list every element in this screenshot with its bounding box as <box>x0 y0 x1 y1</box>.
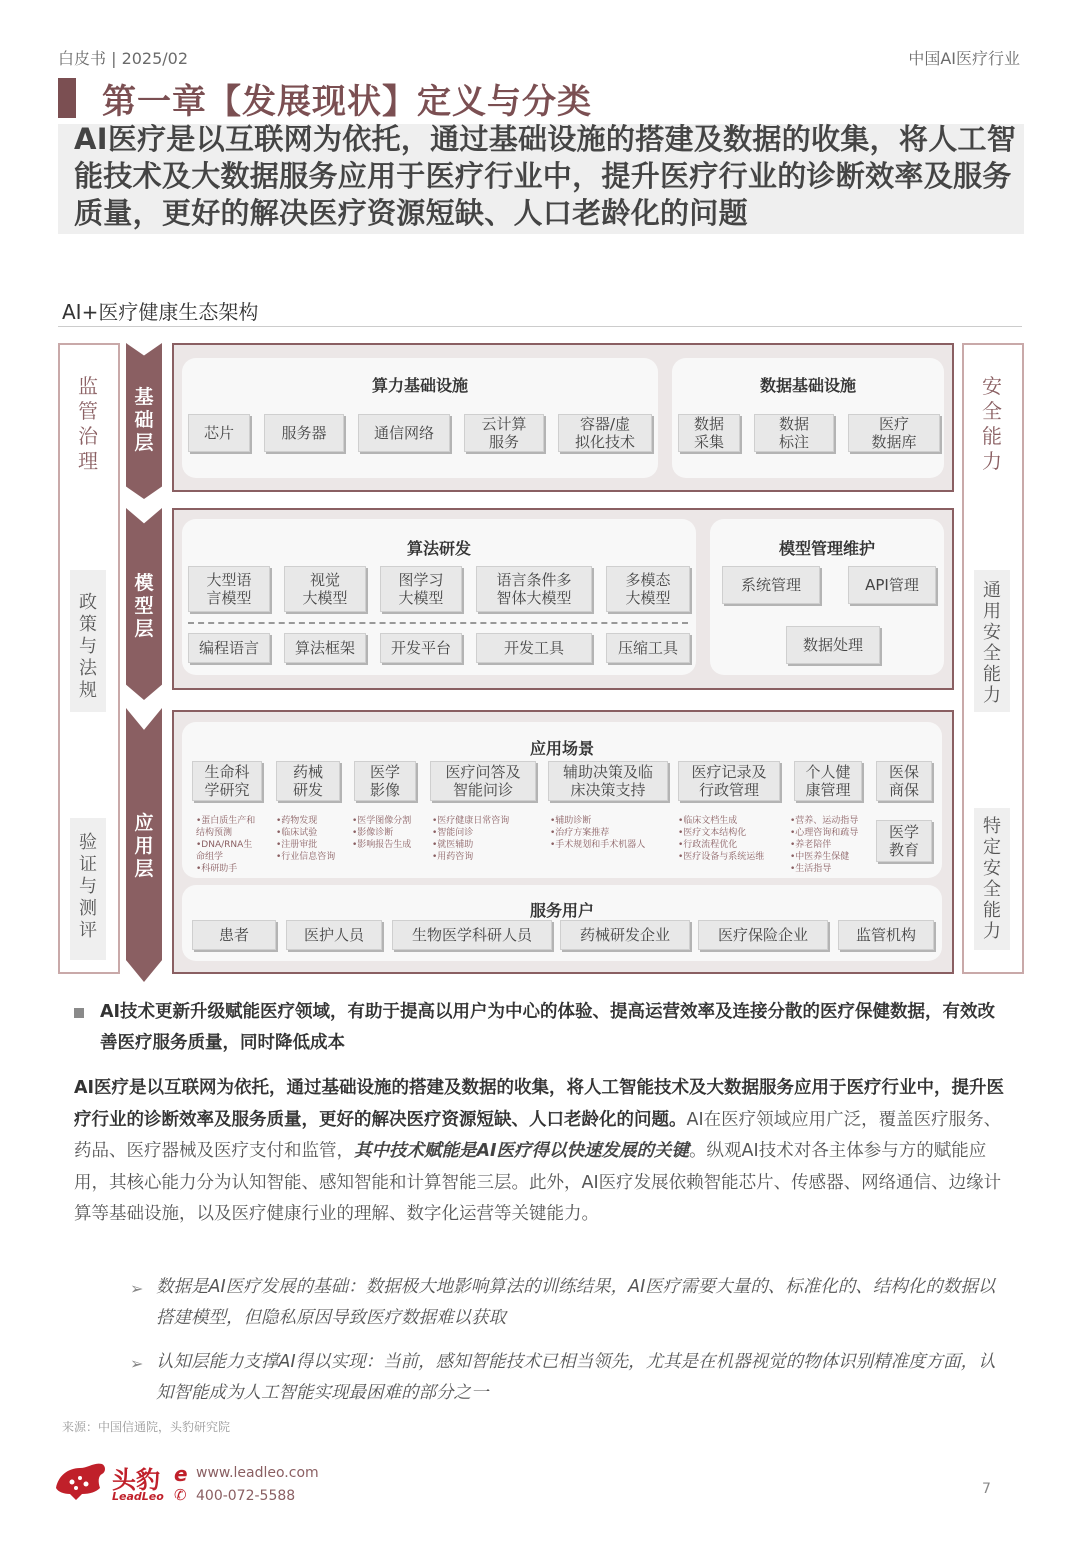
sub-point-data: 数据是AI医疗发展的基础：数据极大地影响算法的训练结果，AI医疗需要大量的、标准化的、结构化的数据以搭建模型，但隐私原因导致医疗数据难以获取 <box>156 1277 996 1328</box>
right-column-mid-label: 通用安全能力 <box>983 580 1001 706</box>
source-note: 来源：中国信通院，头豹研究院 <box>62 1420 231 1434</box>
life-science-details: •蛋白质生产和 结构预测 •DNA/RNA生 命组学 •科研助手 <box>196 816 256 874</box>
user-researcher: 生物医学科研人员 <box>392 920 552 950</box>
web-icon: e <box>174 1462 188 1486</box>
insurance-item: 医保 商保 <box>876 761 932 801</box>
phone-icon: ✆ <box>174 1486 187 1504</box>
key-point: AI技术更新升级赋能医疗领域，有助于提高以用户为中心的体验、提高运营效率及连接分散的医疗保健数据，有效改善医疗服务质量，同时降低成本 <box>100 1002 996 1053</box>
body-paragraph <box>74 1073 1012 1231</box>
left-column-bottom-label: 验证与测评 <box>79 832 97 941</box>
algo-title: 算法研发 <box>406 539 471 558</box>
page-number: 7 <box>982 1481 991 1497</box>
medical-records-item: 医疗记录及 行政管理 <box>678 761 780 801</box>
phone-number: 400-072-5588 <box>196 1488 296 1504</box>
dev-tools-item: 开发工具 <box>476 633 592 663</box>
algo-framework-item: 算法框架 <box>284 633 366 663</box>
api-mgmt-item: API管理 <box>848 566 936 604</box>
para-bold: AI医疗是以互联网为依托，通过基础设施的搭建及数据的收集，将人工智能技术及大数据服务应用于医疗行业中，提升医疗行业的诊断效率及服务质量，更好的解决医疗资源短缺、人口老龄化的问题。 <box>74 1078 1005 1130</box>
right-column-bottom-label: 特定安全能力 <box>983 816 1001 942</box>
website-link[interactable]: www.leadleo.com <box>196 1465 319 1481</box>
bullet-square <box>74 1008 84 1018</box>
report-label: 白皮书 | 2025/02 <box>58 49 189 68</box>
container-item: 容器/虚 拟化技术 <box>558 414 652 452</box>
data-label-item: 数据 标注 <box>754 414 834 452</box>
divider <box>58 326 1022 327</box>
scenes-title: 应用场景 <box>529 739 594 758</box>
life-science-item: 生命科 学研究 <box>192 761 262 801</box>
decision-support-item: 辅助决策及临 床决策支持 <box>548 761 668 801</box>
data-infra-title: 数据基础设施 <box>759 376 856 395</box>
health-details: •营养、运动指导 •心理咨询和疏导 •养老陪伴 •中医养生保健 •生活指导 <box>790 816 859 874</box>
model-layer-label: 模型层 <box>134 572 154 640</box>
user-regulator: 监管机构 <box>838 920 934 950</box>
para-text-b: 。纵观AI技术对各主体参与方的赋能应用，其核心能力分为认知智能、感知智能和计算智能三层。此外，AI医疗发展依赖智能芯片、传感器、网络通信、边缘计算等基础设施，以及医疗健康行业的理解、数字化运营等关键能力。 <box>74 1141 1002 1224</box>
prog-lang-item: 编程语言 <box>188 633 270 663</box>
sub-point-arrow-icon: ➢ <box>130 1354 144 1373</box>
leopard-logo-icon <box>52 1458 108 1504</box>
para-emphasis: 其中技术赋能是AI医疗得以快速发展的关键 <box>354 1141 690 1161</box>
multi-agent-model-item: 语言条件多 智体大模型 <box>476 566 592 612</box>
user-patient: 患者 <box>192 920 276 950</box>
architecture-title: AI+医疗健康生态架构 <box>62 300 259 324</box>
imaging-details: •医学图像分割 •影像诊断 •影响报告生成 <box>352 816 412 850</box>
compression-tools-item: 压缩工具 <box>606 633 690 663</box>
qa-details: •医疗健康日常咨询 •智能问诊 •就医辅助 •用药咨询 <box>432 816 510 862</box>
llm-item: 大型语 言模型 <box>188 566 270 612</box>
sub-point-cognition: 认知层能力支撑AI得以实现：当前，感知智能技术已相当领先，尤其是在机器视觉的物体识别精准度方面，认知智能成为人工智能实现最困难的部分之一 <box>156 1352 996 1403</box>
title-accent-bar <box>58 78 76 118</box>
left-column-mid-label: 政策与法规 <box>79 592 97 701</box>
cloud-item: 云计算 服务 <box>464 414 544 452</box>
para-text-a: AI在医疗领域应用广泛，覆盖医疗服务、药品、医疗器械及医疗支付和监管， <box>74 1109 1002 1161</box>
data-processing-item: 数据处理 <box>786 626 880 664</box>
graph-model-item: 图学习 大模型 <box>380 566 462 612</box>
model-maint-title: 模型管理维护 <box>778 539 875 558</box>
system-mgmt-item: 系统管理 <box>722 566 820 604</box>
data-collection-item: 数据 采集 <box>678 414 740 452</box>
chip-item: 芯片 <box>188 414 250 452</box>
logo-en: LeadLeo <box>112 1490 164 1503</box>
base-layer-label: 基础层 <box>134 386 154 454</box>
multimodal-model-item: 多模态 大模型 <box>606 566 690 612</box>
app-layer-label: 应用层 <box>134 812 154 880</box>
drug-device-rd-item: 药械 研发 <box>276 761 340 801</box>
medical-imaging-item: 医学 影像 <box>354 761 416 801</box>
dashed-divider <box>188 622 688 624</box>
network-item: 通信网络 <box>358 414 450 452</box>
medical-db-item: 医疗 数据库 <box>848 414 940 452</box>
sub-point-arrow-icon: ➢ <box>130 1279 144 1298</box>
user-medical-staff: 医护人员 <box>286 920 382 950</box>
user-pharma: 药械研发企业 <box>560 920 690 950</box>
health-mgmt-item: 个人健 康管理 <box>794 761 862 801</box>
chapter-title: 第一章【发展现状】定义与分类 <box>102 82 592 122</box>
left-column-top-label: 监管治理 <box>78 374 98 473</box>
dev-platform-item: 开发平台 <box>380 633 462 663</box>
drug-rd-details: •药物发现 •临床试验 •注册审批 •行业信息咨询 <box>276 816 336 862</box>
headline-text: AI医疗是以互联网为依托，通过基础设施的搭建及数据的收集，将人工智能技术及大数据服务应用于医疗行业中，提升医疗行业的诊断效率及服务质量，更好的解决医疗资源短缺、人口老龄化的问题 <box>74 122 1017 230</box>
medical-qa-item: 医疗问答及 智能问诊 <box>430 761 536 801</box>
server-item: 服务器 <box>264 414 344 452</box>
decision-details: •辅助诊断 •治疗方案推荐 •手术规划和手术机器人 <box>550 816 646 850</box>
compute-infra-title: 算力基础设施 <box>371 376 468 395</box>
logo-cn: 头豹 <box>112 1466 160 1494</box>
user-insurer: 医疗保险企业 <box>698 920 828 950</box>
medical-education-item: 医学 教育 <box>876 820 932 862</box>
records-details: •临床文档生成 •医疗文本结构化 •行政流程优化 •医疗设备与系统运维 <box>678 816 765 862</box>
right-column-top-label: 安全能力 <box>982 374 1002 473</box>
industry-label: 中国AI医疗行业 <box>908 49 1020 68</box>
users-title: 服务用户 <box>529 901 594 920</box>
vision-model-item: 视觉 大模型 <box>284 566 366 612</box>
